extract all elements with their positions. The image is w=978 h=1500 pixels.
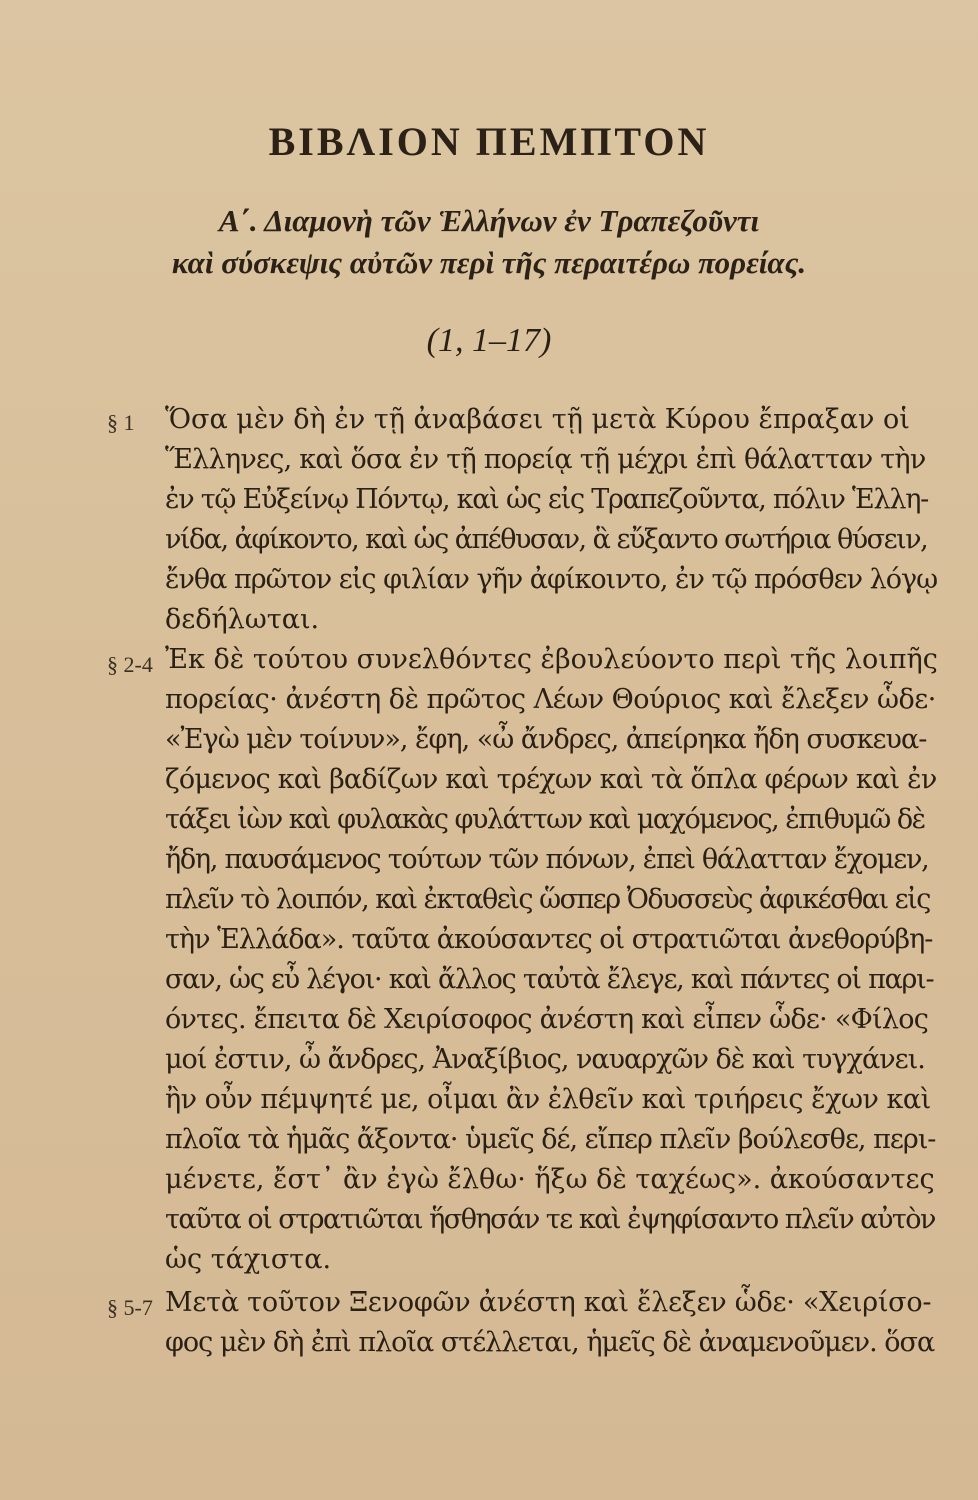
section-marker: § 1 <box>107 410 135 435</box>
text-line: πλεῖν τὸ λοιπόν, καὶ ἐκταθεὶς ὥσπερ Ὀδυσσεὺς ἀφικέσθαι εἰς <box>165 884 930 915</box>
text-line: μένετε, ἔστ᾽ ἂν ἐγὼ ἔλθω· ἥξω δὲ ταχέως». ἀκούσαντες <box>165 1164 935 1195</box>
text-line: «Ἐγὼ μὲν τοίνυν», ἔφη, «ὦ ἄνδρες, ἀπείρηκα ἤδη συσκευα- <box>165 724 927 755</box>
text-line: ἐν τῷ Εὐξείνῳ Πόντῳ, καὶ ὡς εἰς Τραπεζοῦντα, πόλιν Ἑλλη- <box>165 484 929 515</box>
text-line: ζόμενος καὶ βαδίζων καὶ τρέχων καὶ τὰ ὅπλα φέρων καὶ ἐν <box>165 764 937 795</box>
text-line: ἔνθα πρῶτον εἰς φιλίαν γῆν ἀφίκοιντο, ἐν τῷ πρόσθεν λόγῳ <box>165 564 938 595</box>
chapter-heading <box>0 200 978 284</box>
chapter-title-line-1: Α΄. Διαμονὴ τῶν Ἑλλήνων ἐν Τραπεζοῦντι <box>218 203 760 238</box>
text-line: πορείας· ἀνέστη δὲ πρῶτος Λέων Θούριος καὶ ἔλεξεν ὧδε· <box>165 684 936 715</box>
text-line: Μετὰ τοῦτον Ξενοφῶν ἀνέστη καὶ ἔλεξεν ὧδε· «Χειρίσο- <box>165 1287 932 1318</box>
book-title: ΒΙΒΛΙΟΝ ΠΕΜΠΤΟΝ <box>268 119 710 164</box>
text-line: τὴν Ἑλλάδα». ταῦτα ἀκούσαντες οἱ στρατιῶται ἀνεθορύβη- <box>165 924 933 955</box>
text-line: νίδα, ἀφίκοντο, καὶ ὡς ἀπέθυσαν, ἃ εὔξαντο σωτήρια θύσειν, <box>165 524 928 555</box>
text-line: δεδήλωται. <box>165 604 320 635</box>
text-line: Ἕλληνες, καὶ ὅσα ἐν τῇ πορείᾳ τῇ μέχρι ἐπὶ θάλατταν τὴν <box>165 444 926 475</box>
text-line: ἤδη, παυσάμενος τούτων τῶν πόνων, ἐπεὶ θάλατταν ἔχομεν, <box>165 844 929 875</box>
text-line: Ὅσα μὲν δὴ ἐν τῇ ἀναβάσει τῇ μετὰ Κύρου ἔπραξαν οἱ <box>165 404 910 435</box>
text-line: Ἐκ δὲ τούτου συνελθόντες ἐβουλεύοντο περὶ τῆς λοιπῆς <box>165 644 938 675</box>
section-reference: (1, 1–17) <box>426 322 552 359</box>
section-marker: § 2-4 <box>107 652 153 677</box>
text-line: φος μὲν δὴ ἐπὶ πλοῖα στέλλεται, ἡμεῖς δὲ ἀναμενοῦμεν. ὅσα <box>165 1327 935 1358</box>
text-line: πλοῖα τὰ ἡμᾶς ἄξοντα· ὑμεῖς δέ, εἴπερ πλεῖν βούλεσθε, περι- <box>165 1124 936 1155</box>
section-marker: § 5-7 <box>107 1295 153 1320</box>
text-line: ὡς τάχιστα. <box>165 1244 332 1275</box>
text-line: ἢν οὖν πέμψητέ με, οἶμαι ἂν ἐλθεῖν καὶ τριήρεις ἔχων καὶ <box>165 1084 931 1115</box>
text-line: τάξει ἰὼν καὶ φυλακὰς φυλάττων καὶ μαχόμενος, ἐπιθυμῶ δὲ <box>165 804 925 835</box>
text-line: ταῦτα οἱ στρατιῶται ἥσθησάν τε καὶ ἐψηφίσαντο πλεῖν αὐτὸν <box>165 1204 935 1235</box>
chapter-title-line-2: καὶ σύσκεψις αὐτῶν περὶ τῆς περαιτέρω πορείας. <box>171 245 807 280</box>
text-line: μοί ἐστιν, ὦ ἄνδρες, Ἀναξίβιος, ναυαρχῶν δὲ καὶ τυγχάνει. <box>165 1044 925 1075</box>
text-line: όντες. ἔπειτα δὲ Χειρίσοφος ἀνέστη καὶ εἶπεν ὧδε· «Φίλος <box>165 1004 929 1035</box>
text-line: σαν, ὡς εὖ λέγοι· καὶ ἄλλος ταὐτὰ ἔλεγε, καὶ πάντες οἱ παρι- <box>165 964 934 995</box>
